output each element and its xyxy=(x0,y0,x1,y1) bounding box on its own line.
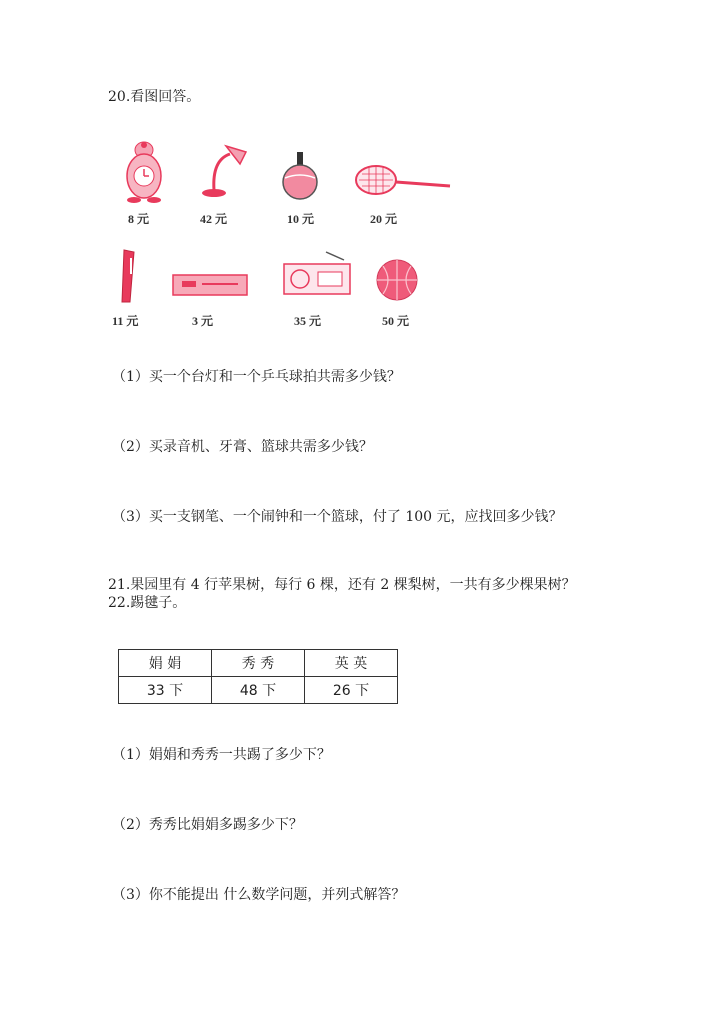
radio-recorder-icon xyxy=(282,250,352,300)
q20-sub1: （1）买一个台灯和一个乒乓球拍共需多少钱？ xyxy=(112,369,401,385)
price-ping-pong-paddle: 10 元 xyxy=(287,212,315,226)
price-alarm-clock: 8 元 xyxy=(128,212,150,226)
price-radio-recorder: 35 元 xyxy=(294,314,322,328)
table-header-row xyxy=(119,650,398,677)
price-desk-lamp: 42 元 xyxy=(200,212,228,226)
q21-text: 21.果园里有 4 行苹果树，每行 6 棵，还有 2 棵梨树，一共有多少棵果树？ xyxy=(108,577,576,593)
kick-table xyxy=(118,649,398,704)
badminton-racket-icon xyxy=(354,160,454,204)
q20-title: 20.看图回答。 xyxy=(108,89,201,105)
q22-title: 22.踢毽子。 xyxy=(108,595,187,611)
q22-sub3: （3）你不能提出 什么数学问题，并列式解答？ xyxy=(112,887,406,903)
toothpaste-icon xyxy=(172,272,248,302)
price-toothpaste: 3 元 xyxy=(192,314,214,328)
price-basketball: 50 元 xyxy=(382,314,410,328)
basketball-icon xyxy=(374,258,420,306)
pen-icon xyxy=(116,248,140,310)
alarm-clock-icon xyxy=(122,140,166,208)
price-pen: 11 元 xyxy=(112,314,139,328)
ping-pong-paddle-icon xyxy=(280,150,320,208)
desk-lamp-icon xyxy=(196,140,252,204)
header-yingying: 英 英 xyxy=(305,650,398,677)
q20-sub2: （2）买录音机、牙膏、篮球共需多少钱？ xyxy=(112,439,373,455)
value-xiuxiu: 48 下 xyxy=(212,677,305,704)
table-row xyxy=(119,677,398,704)
header-xiuxiu: 秀 秀 xyxy=(212,650,305,677)
header-juanjuan: 娟 娟 xyxy=(119,650,212,677)
price-badminton-racket: 20 元 xyxy=(370,212,398,226)
q22-sub1: （1）娟娟和秀秀一共踢了多少下？ xyxy=(112,747,331,763)
value-yingying: 26 下 xyxy=(305,677,398,704)
q20-sub3: （3）买一支钢笔、一个闹钟和一个篮球，付了 100 元，应找回多少钱？ xyxy=(112,509,563,525)
q22-sub2: （2）秀秀比娟娟多踢多少下？ xyxy=(112,817,303,833)
value-juanjuan: 33 下 xyxy=(119,677,212,704)
